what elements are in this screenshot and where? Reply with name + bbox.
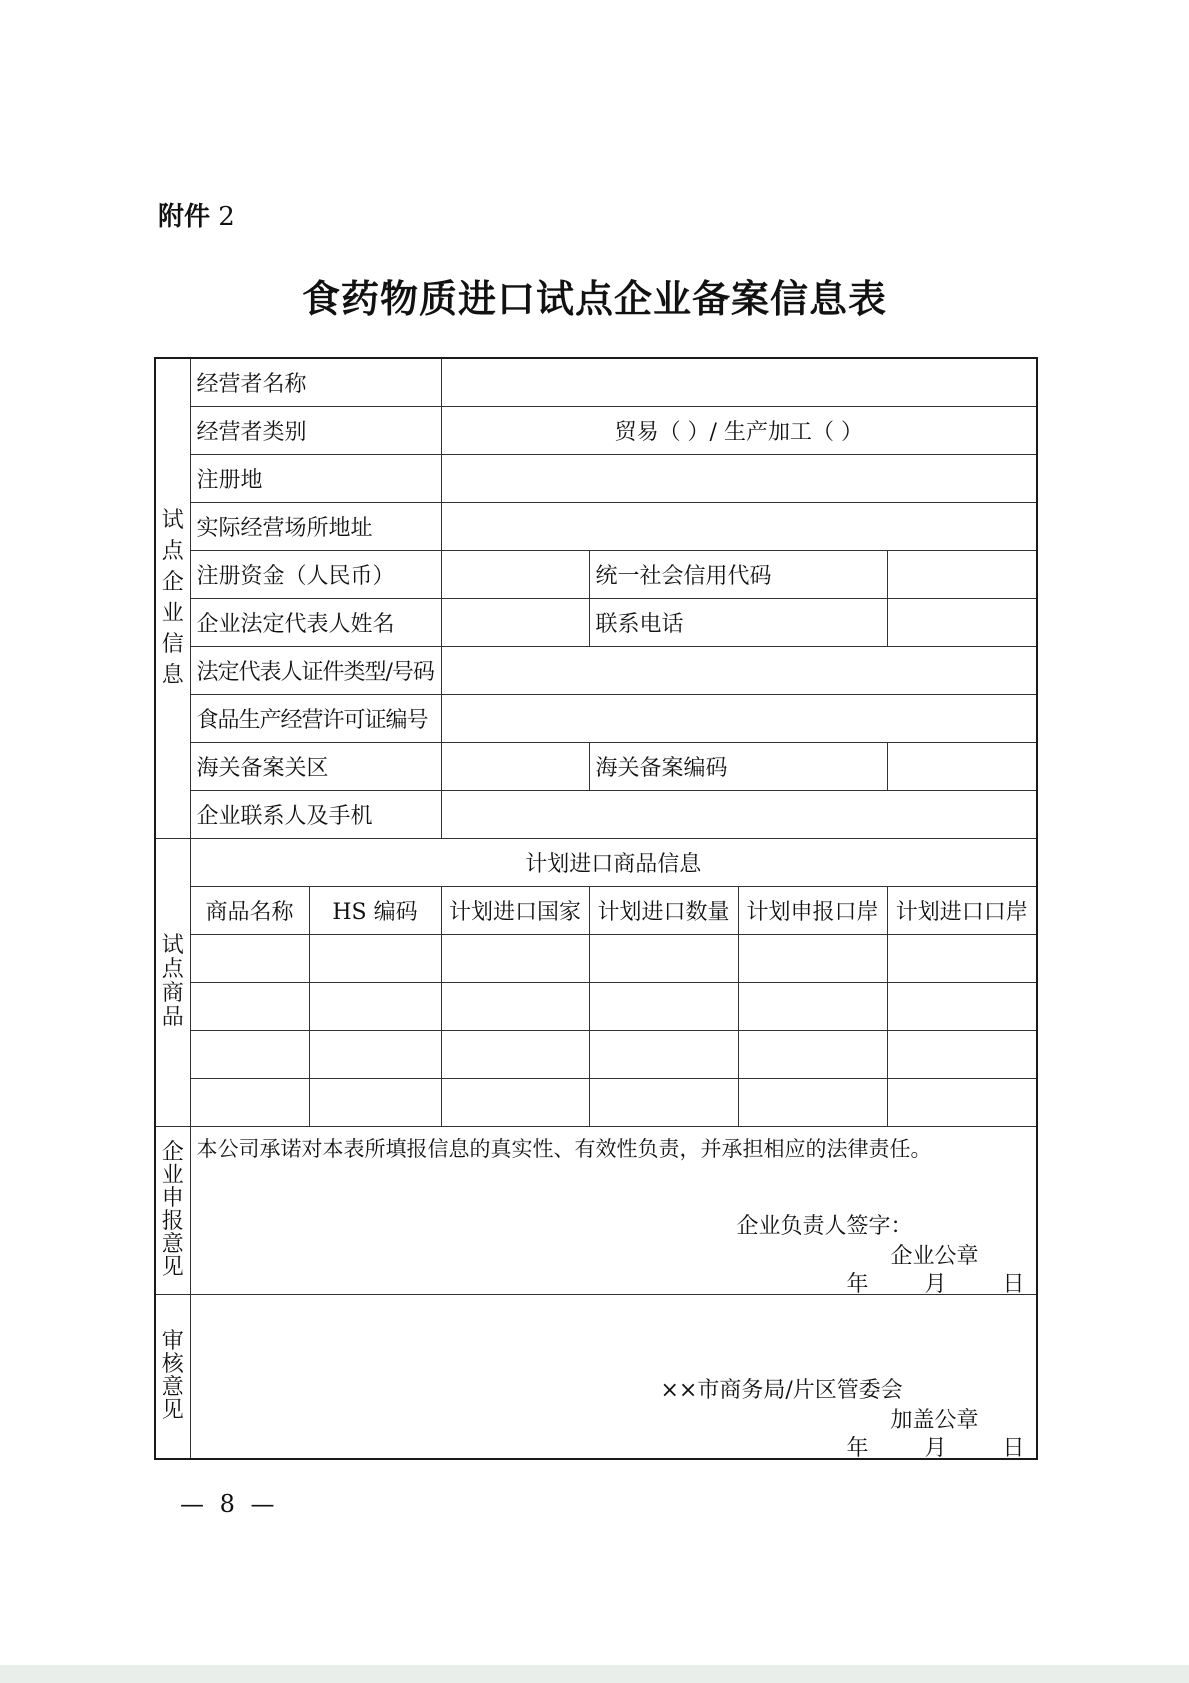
declaration-date-year: 年 bbox=[846, 1271, 869, 1294]
product-blank-row bbox=[155, 1030, 1037, 1078]
license-field[interactable] bbox=[441, 694, 1037, 742]
capital-field[interactable] bbox=[441, 550, 589, 598]
row-registered-place bbox=[155, 454, 1037, 502]
side-label-declaration: 企 业 申 报 意 见 bbox=[155, 1126, 190, 1294]
product-cell[interactable] bbox=[589, 1030, 738, 1078]
product-cell[interactable] bbox=[309, 1078, 441, 1126]
review-date-year: 年 bbox=[846, 1435, 869, 1459]
column-import-port: 计划进口口岸 bbox=[887, 886, 1037, 934]
row-customs bbox=[155, 742, 1037, 790]
product-cell[interactable] bbox=[441, 1078, 589, 1126]
side-label-review: 审 核 意 见 bbox=[155, 1294, 190, 1459]
row-operator-name bbox=[155, 358, 1037, 406]
product-cell[interactable] bbox=[589, 982, 738, 1030]
product-cell[interactable] bbox=[441, 1030, 589, 1078]
attachment-text: 附件 bbox=[158, 202, 211, 232]
row-review bbox=[155, 1294, 1037, 1459]
operator-type-label: 经营者类别 bbox=[190, 406, 441, 454]
product-cell[interactable] bbox=[190, 1078, 309, 1126]
product-cell[interactable] bbox=[441, 934, 589, 982]
column-import-country: 计划进口国家 bbox=[441, 886, 589, 934]
row-declaration bbox=[155, 1126, 1037, 1294]
review-date-month: 月 bbox=[924, 1435, 947, 1459]
product-cell[interactable] bbox=[190, 982, 309, 1030]
product-cell[interactable] bbox=[887, 1030, 1037, 1078]
product-cell[interactable] bbox=[738, 982, 887, 1030]
column-product-name: 商品名称 bbox=[190, 886, 309, 934]
enterprise-seal-label: 企业公章 bbox=[890, 1243, 979, 1269]
contact-label: 企业联系人及手机 bbox=[190, 790, 441, 838]
review-area bbox=[190, 1294, 1037, 1459]
product-cell[interactable] bbox=[887, 982, 1037, 1030]
attachment-number: 2 bbox=[218, 202, 235, 232]
customs-area-label: 海关备案关区 bbox=[190, 742, 441, 790]
promise-text: 本公司承诺对本表所填报信息的真实性、有效性负责，并承担相应的法律责任。 bbox=[196, 1136, 932, 1161]
registered-place-label: 注册地 bbox=[190, 454, 441, 502]
declaration-date-month: 月 bbox=[924, 1271, 947, 1294]
product-cell[interactable] bbox=[441, 982, 589, 1030]
row-legal-rep bbox=[155, 598, 1037, 646]
product-cell[interactable] bbox=[309, 934, 441, 982]
document-title: 食药物质进口试点企业备案信息表 bbox=[301, 277, 887, 321]
product-cell[interactable] bbox=[190, 934, 309, 982]
column-import-quantity: 计划进口数量 bbox=[589, 886, 738, 934]
declaration-date-day: 日 bbox=[1002, 1271, 1025, 1294]
product-cell[interactable] bbox=[738, 934, 887, 982]
product-blank-row bbox=[155, 982, 1037, 1030]
product-cell[interactable] bbox=[309, 982, 441, 1030]
address-label: 实际经营场所地址 bbox=[190, 502, 441, 550]
filing-form-table bbox=[154, 357, 1038, 1460]
row-product-columns bbox=[155, 886, 1037, 934]
license-label: 食品生产经营许可证编号 bbox=[190, 694, 441, 742]
product-cell[interactable] bbox=[738, 1030, 887, 1078]
phone-field[interactable] bbox=[887, 598, 1037, 646]
legal-rep-field[interactable] bbox=[441, 598, 589, 646]
side-label-enterprise-info: 试 点 企 业 信 息 bbox=[155, 358, 190, 838]
product-cell[interactable] bbox=[589, 934, 738, 982]
id-type-field[interactable] bbox=[441, 646, 1037, 694]
page-number: — 8 — bbox=[180, 1490, 279, 1518]
authority-label: ××市商务局/片区管委会 bbox=[660, 1377, 903, 1403]
row-capital bbox=[155, 550, 1037, 598]
address-field[interactable] bbox=[441, 502, 1037, 550]
row-contact bbox=[155, 790, 1037, 838]
product-cell[interactable] bbox=[589, 1078, 738, 1126]
row-product-header bbox=[155, 838, 1037, 886]
side-label-products: 试 点 商 品 bbox=[155, 838, 190, 1126]
column-declare-port: 计划申报口岸 bbox=[738, 886, 887, 934]
product-section-header: 计划进口商品信息 bbox=[190, 838, 1037, 886]
legal-rep-label: 企业法定代表人姓名 bbox=[190, 598, 441, 646]
column-hs-code: HS 编码 bbox=[309, 886, 441, 934]
product-cell[interactable] bbox=[887, 934, 1037, 982]
official-seal-label: 加盖公章 bbox=[890, 1407, 979, 1433]
row-id-type bbox=[155, 646, 1037, 694]
customs-code-label: 海关备案编码 bbox=[589, 742, 887, 790]
customs-area-field[interactable] bbox=[441, 742, 589, 790]
id-type-label: 法定代表人证件类型/号码 bbox=[190, 646, 441, 694]
product-blank-row bbox=[155, 934, 1037, 982]
review-date-day: 日 bbox=[1002, 1435, 1025, 1459]
credit-code-label: 统一社会信用代码 bbox=[589, 550, 887, 598]
signature-label: 企业负责人签字： bbox=[736, 1213, 913, 1239]
row-license bbox=[155, 694, 1037, 742]
operator-name-label: 经营者名称 bbox=[190, 358, 441, 406]
customs-code-field[interactable] bbox=[887, 742, 1037, 790]
credit-code-field[interactable] bbox=[887, 550, 1037, 598]
product-cell[interactable] bbox=[887, 1078, 1037, 1126]
row-address bbox=[155, 502, 1037, 550]
capital-label: 注册资金（人民币） bbox=[190, 550, 441, 598]
product-blank-row bbox=[155, 1078, 1037, 1126]
declaration-area bbox=[190, 1126, 1037, 1294]
row-operator-type bbox=[155, 406, 1037, 454]
product-cell[interactable] bbox=[309, 1030, 441, 1078]
operator-name-field[interactable] bbox=[441, 358, 1037, 406]
operator-type-options[interactable]: 贸易（ ）/ 生产加工（ ） bbox=[441, 406, 1037, 454]
product-cell[interactable] bbox=[190, 1030, 309, 1078]
contact-field[interactable] bbox=[441, 790, 1037, 838]
attachment-label bbox=[158, 196, 235, 233]
product-cell[interactable] bbox=[738, 1078, 887, 1126]
phone-label: 联系电话 bbox=[589, 598, 887, 646]
registered-place-field[interactable] bbox=[441, 454, 1037, 502]
scan-bottom-band bbox=[0, 1665, 1189, 1683]
